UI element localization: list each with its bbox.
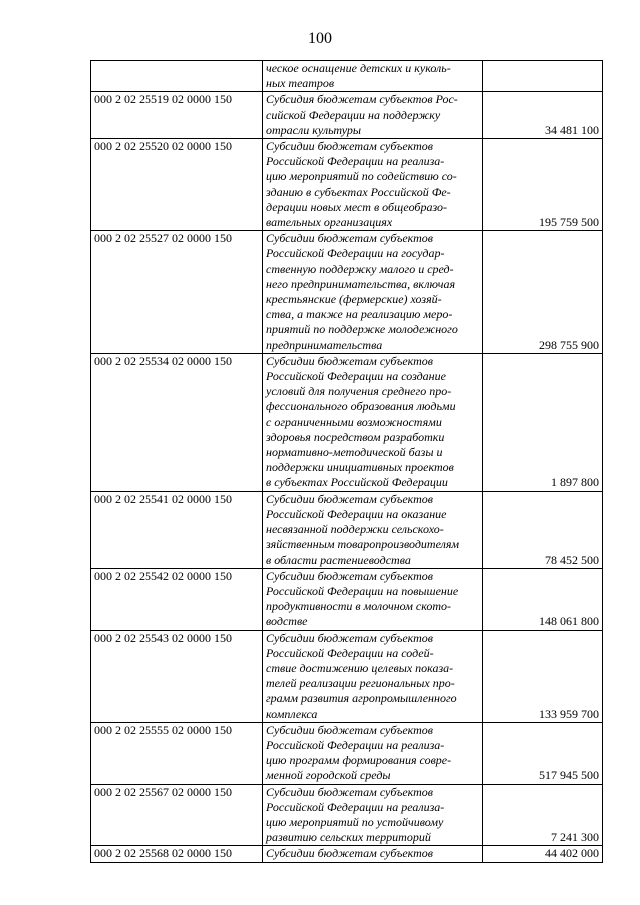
revenue-name-line: грамм развития агропромышленного — [266, 691, 457, 706]
revenue-name-line: Субсидии бюджетам субъектов — [266, 568, 434, 583]
revenue-name-line: отрасли культуры — [266, 122, 362, 137]
revenue-name-line: Субсидии бюджетам субъектов — [266, 231, 434, 246]
revenue-name-line: Российской Федерации на содей- — [266, 645, 434, 660]
revenue-name-line: условий для получения среднего про- — [266, 384, 452, 399]
revenue-name — [263, 491, 483, 568]
revenue-name-line: Российской Федерации на создание — [266, 369, 446, 384]
revenue-name — [263, 139, 483, 231]
revenue-name-line: приятий по поддержке молодежного — [266, 322, 458, 337]
table-row — [91, 61, 603, 92]
table-row — [91, 139, 603, 231]
revenue-name — [263, 630, 483, 722]
revenue-name-line: Субсидии бюджетам субъектов — [266, 491, 434, 506]
classification-code — [91, 61, 263, 92]
table-row — [91, 630, 603, 722]
revenue-name-line: телей реализации региональных про- — [266, 676, 455, 691]
revenue-name-line: Российской Федерации на реализа- — [266, 799, 445, 814]
revenue-name-line: ства, а также на реализацию меро- — [266, 307, 453, 322]
classification-code: 000 2 02 25541 02 0000 150 — [91, 491, 263, 568]
classification-code: 000 2 02 25527 02 0000 150 — [91, 231, 263, 354]
revenue-name-line: дерации новых мест в общеобразо- — [266, 199, 447, 214]
revenue-name-line: здоровья посредством разработки — [266, 429, 445, 444]
classification-code: 000 2 02 25520 02 0000 150 — [91, 139, 263, 231]
revenue-name-line: сийской Федерации на поддержку — [266, 107, 441, 122]
classification-code: 000 2 02 25534 02 0000 150 — [91, 353, 263, 491]
amount: 7 241 300 — [483, 784, 603, 846]
table-row — [91, 722, 603, 784]
revenue-name-line: продуктивности в молочном ското- — [266, 599, 452, 614]
revenue-name-line: Субсидия бюджетам субъектов Рос- — [266, 92, 458, 107]
revenue-name-line: Субсидии бюджетам субъектов — [266, 353, 434, 368]
revenue-name-line: нормативно-методической базы и — [266, 445, 443, 460]
table-row — [91, 491, 603, 568]
table-row — [91, 784, 603, 846]
page-number: 100 — [308, 30, 332, 47]
revenue-name-line: ческое оснащение детских и куколь- — [266, 61, 451, 75]
revenue-name-line: поддержки инициативных проектов — [266, 460, 454, 475]
revenue-name-line: ных театров — [266, 76, 335, 91]
revenue-name-line: зданию в субъектах Российской Фе- — [266, 184, 451, 199]
revenue-name — [263, 846, 483, 862]
revenue-name — [263, 568, 483, 630]
classification-code: 000 2 02 25567 02 0000 150 — [91, 784, 263, 846]
revenue-name-line: Субсидии бюджетам субъектов — [266, 784, 434, 799]
revenue-name-line: Субсидии бюджетам субъектов — [266, 139, 434, 154]
revenue-name-line: с ограниченными возможностями — [266, 414, 442, 429]
revenue-name-line: водстве — [266, 614, 308, 629]
amount: 298 755 900 — [483, 231, 603, 354]
revenue-name — [263, 231, 483, 354]
amount: 148 061 800 — [483, 568, 603, 630]
classification-code: 000 2 02 25542 02 0000 150 — [91, 568, 263, 630]
revenue-name-line: предпринимательства — [266, 337, 383, 352]
classification-code: 000 2 02 25543 02 0000 150 — [91, 630, 263, 722]
revenue-name-line: Субсидии бюджетам субъектов — [266, 846, 434, 861]
revenue-name — [263, 353, 483, 491]
amount — [483, 61, 603, 92]
table-row — [91, 568, 603, 630]
classification-code: 000 2 02 25568 02 0000 150 — [91, 846, 263, 862]
revenue-name — [263, 61, 483, 92]
revenue-name — [263, 784, 483, 846]
budget-table — [90, 60, 603, 863]
revenue-name-line: него предпринимательства, включая — [266, 276, 456, 291]
revenue-name-line: цию мероприятий по содействию со- — [266, 169, 457, 184]
revenue-name-line: Российской Федерации на реализа- — [266, 154, 445, 169]
table-row — [91, 353, 603, 491]
amount: 133 959 700 — [483, 630, 603, 722]
amount: 517 945 500 — [483, 722, 603, 784]
revenue-name — [263, 722, 483, 784]
classification-code: 000 2 02 25555 02 0000 150 — [91, 722, 263, 784]
revenue-name-line: комплекса — [266, 706, 318, 721]
revenue-name-line: цию программ формирования совре- — [266, 753, 452, 768]
revenue-name-line: менной городской среды — [266, 768, 391, 783]
revenue-name-line: вательных организациях — [266, 215, 393, 230]
revenue-name-line: цию мероприятий по устойчивому — [266, 814, 444, 829]
revenue-name-line: развитию сельских территорий — [266, 830, 431, 845]
revenue-name-line: в субъектах Российской Федерации — [266, 475, 448, 490]
table-row — [91, 231, 603, 354]
classification-code: 000 2 02 25519 02 0000 150 — [91, 92, 263, 139]
amount: 1 897 800 — [483, 353, 603, 491]
revenue-name-line: ствие достижению целевых показа- — [266, 660, 454, 675]
revenue-name-line: крестьянские (фермерские) хозяй- — [266, 292, 442, 307]
revenue-name-line: Российской Федерации на государ- — [266, 246, 445, 261]
revenue-name-line: Субсидии бюджетам субъектов — [266, 722, 434, 737]
amount: 44 402 000 — [483, 846, 603, 862]
revenue-name-line: фессионального образования людьми — [266, 399, 456, 414]
amount: 34 481 100 — [483, 92, 603, 139]
revenue-name-line: Российской Федерации на оказание — [266, 506, 447, 521]
amount: 78 452 500 — [483, 491, 603, 568]
amount: 195 759 500 — [483, 139, 603, 231]
revenue-name-line: зяйственным товаропроизводителям — [266, 537, 460, 552]
revenue-name-line: в области растениеводства — [266, 552, 411, 567]
revenue-name-line: Российской Федерации на реализа- — [266, 737, 445, 752]
revenue-name-line: Российской Федерации на повышение — [266, 583, 459, 598]
revenue-name-line: Субсидии бюджетам субъектов — [266, 630, 434, 645]
revenue-name — [263, 92, 483, 139]
revenue-name-line: ственную поддержку малого и сред- — [266, 261, 454, 276]
revenue-name-line: несвязанной поддержки сельскохо- — [266, 522, 444, 537]
budget-table-body — [91, 61, 603, 863]
table-row — [91, 846, 603, 862]
table-row — [91, 92, 603, 139]
